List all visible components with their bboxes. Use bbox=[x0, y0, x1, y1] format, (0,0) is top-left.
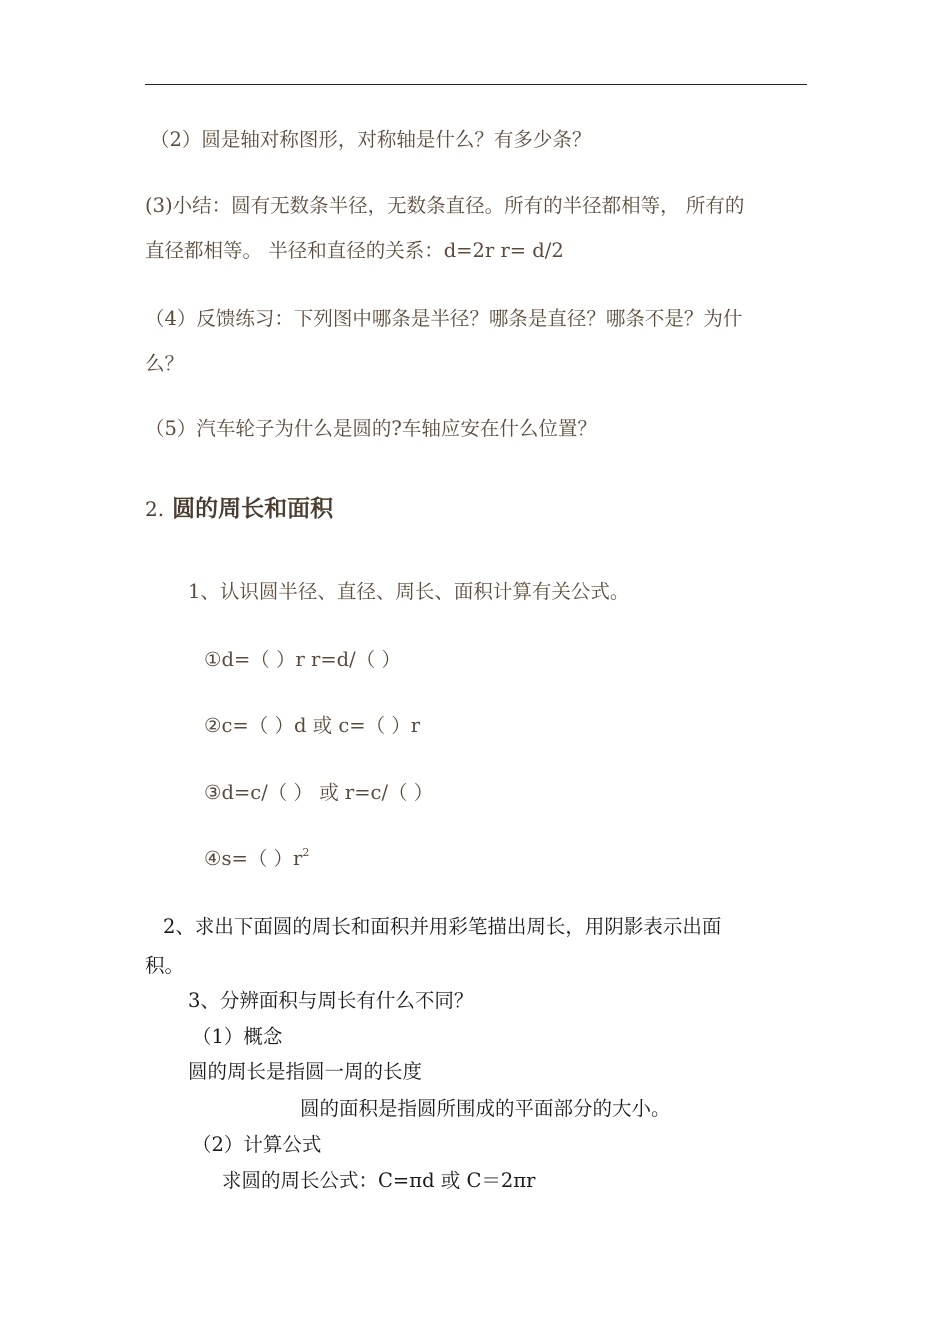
question-3-line-2: 直径都相等。 半径和直径的关系：d=2r r= d/2 bbox=[145, 239, 564, 262]
item-2-line-1: 2、求出下面圆的周长和面积并用彩笔描出周长，用阴影表示出面 bbox=[163, 915, 722, 938]
formula-4-exponent: 2 bbox=[302, 846, 310, 859]
formula-2: ②c=（ ）d 或 c=（ ）r bbox=[204, 714, 421, 737]
section-heading bbox=[145, 490, 333, 523]
formula-heading: （2）计算公式 bbox=[192, 1133, 322, 1156]
item-3: 3、分辨面积与周长有什么不同？ bbox=[188, 989, 474, 1012]
question-2: （2）圆是轴对称图形，对称轴是什么？有多少条？ bbox=[150, 128, 592, 151]
formula-3: ③d=c/（ ） 或 r=c/（ ） bbox=[204, 781, 434, 804]
perimeter-definition: 圆的周长是指圆一周的长度 bbox=[188, 1060, 423, 1083]
section-number: 2. bbox=[145, 497, 165, 521]
concept-heading: （1）概念 bbox=[192, 1025, 283, 1048]
question-3-line-1: (3)小结：圆有无数条半径，无数条直径。所有的半径都相等， 所有的 bbox=[145, 194, 745, 217]
question-5: （5）汽车轮子为什么是圆的?车轴应安在什么位置？ bbox=[145, 417, 597, 440]
item-1: 1、认识圆半径、直径、周长、面积计算有关公式。 bbox=[188, 580, 630, 603]
header-rule bbox=[145, 84, 807, 85]
question-4-line-2: 么？ bbox=[145, 352, 185, 375]
item-2-line-2: 积。 bbox=[145, 954, 185, 977]
formula-1: ①d=（ ）r r=d/（ ） bbox=[204, 648, 401, 671]
area-definition: 圆的面积是指圆所围成的平面部分的大小。 bbox=[300, 1097, 671, 1120]
section-title: 圆的周长和面积 bbox=[172, 495, 334, 522]
perimeter-formula: 求圆的周长公式：C=πd 或 C＝2πr bbox=[222, 1169, 536, 1192]
question-4-line-1: （4）反馈练习：下列图中哪条是半径？哪条是直径？哪条不是？为什 bbox=[145, 307, 743, 330]
formula-4 bbox=[204, 843, 309, 871]
formula-4-text: ④s=（ ）r bbox=[204, 847, 303, 870]
